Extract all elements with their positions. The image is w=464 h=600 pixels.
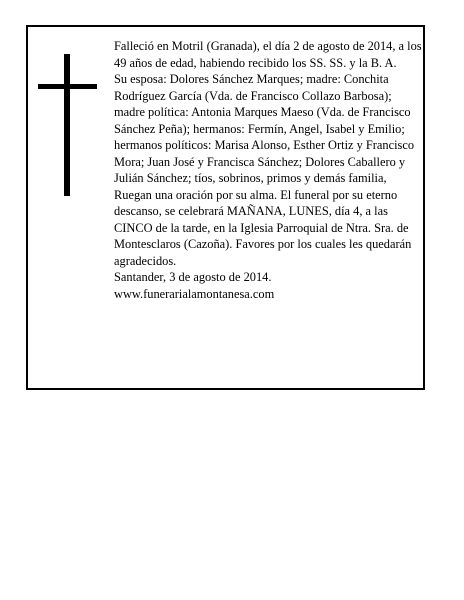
- website-line: www.funerarialamontanesa.com: [114, 286, 275, 301]
- death-notice-paragraph: Falleció en Motril (Granada), el día 2 de agosto de 2014, a los 49 años de edad, habiendo recibido los SS. SS. y la B. A.: [114, 39, 422, 70]
- cross-vertical-bar: [64, 54, 70, 196]
- cross-horizontal-bar: [38, 84, 97, 89]
- funeral-paragraph: Ruegan una oración por su alma. El funeral por su eterno descanso, se celebrará MAÑANA, LUNES, día 4, a las CINCO de la tarde, en la Iglesia Parroquial de Ntra. Sra. de Montesclaros (Cazoña). Favores por los cuales les quedarán agradecidos.: [114, 187, 412, 268]
- place-date-line: Santander, 3 de agosto de 2014.: [114, 270, 272, 284]
- family-paragraph: Su esposa: Dolores Sánchez Marques; madre: Conchita Rodríguez García (Vda. de Francisco Collazo Barbosa); madre política: Antonia Marques Maeso (Vda. de Francisco Sánchez Peña); hermanos: Fermín, Angel, Isabel y Emilio; hermanos políticos: Marisa Alonso, Esther Ortiz y Francisco Mora; Juan José y Francisca Sánchez; Dolores Caballero y Julián Sánchez; tíos, sobrinos, primos y demás familia,: [114, 72, 415, 185]
- obituary-text: [114, 38, 422, 302]
